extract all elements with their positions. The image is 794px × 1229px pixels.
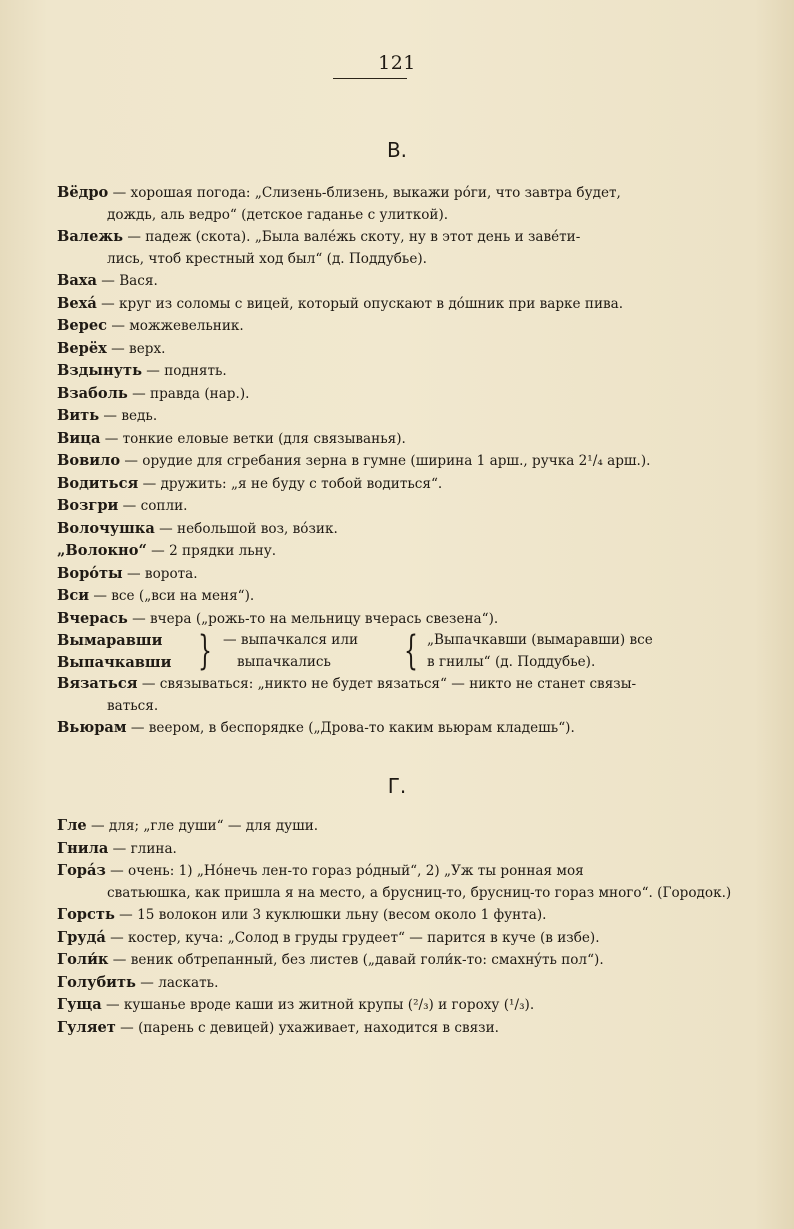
entry: Валежь — падеж (скота). „Была валéжь скоту, ну в этот день и завéти-	[57, 228, 581, 245]
entry: Ваха — Вася.	[57, 272, 158, 289]
entry: Взаболь — правда (нар.).	[57, 384, 250, 402]
entry: Ворόты — ворота.	[57, 564, 198, 582]
group-definition: выпачкались	[237, 653, 331, 670]
entry-continuation: дождь, аль ведро“ (детское гаданье с улиткой).	[107, 206, 449, 223]
entry: Вица — тонкие еловые ветки (для связыванья).	[57, 429, 406, 447]
entry: Возгри — сопли.	[57, 497, 188, 514]
entry: „Волокно“ — 2 прядки льну.	[57, 542, 277, 559]
entry: Волочушка — небольшой воз, вόзик.	[57, 519, 338, 537]
entry: Горáз — очень: 1) „Нόнечь лен-то гораз рόдный“, 2) „Уж ты ронная моя	[57, 862, 584, 879]
entry-continuation: сватьюшка, как пришла я на место, а брусниц-то, брусниц-то гораз много“. (Городок.)	[107, 884, 732, 901]
entry: Верёх — верх.	[57, 339, 166, 357]
entry-continuation: ваться.	[107, 697, 159, 714]
group-definition: — выпачкался или	[223, 632, 359, 648]
group-headword: Вымаравши	[57, 632, 163, 649]
entry: Верес — можжевельник.	[57, 317, 244, 334]
page-number-rule	[333, 78, 407, 79]
grouped-entry	[57, 630, 747, 673]
entry: Гуща — кушанье вроде каши из житной крупы (²/₃) и гороху (¹/₃).	[57, 996, 535, 1013]
entry: Гле — для; „гле души“ — для души.	[57, 817, 319, 834]
entry: Вёдро — хорошая погода: „Слизень-близень, выкажи рόги, что завтра будет,	[57, 184, 621, 201]
entry: Водиться — дружить: „я не буду с тобой водиться“.	[57, 474, 443, 492]
entries-g	[57, 815, 747, 1039]
entry-continuation: лись, чтоб крестный ход был“ (д. Поддубье).	[107, 250, 427, 267]
page-number: 121	[378, 52, 416, 74]
entries-v	[57, 182, 747, 740]
entry: Вовило — орудие для сгребания зерна в гумне (ширина 1 арш., ручка 2¹/₄ арш.).	[57, 452, 651, 469]
entry: Вехá — круг из соломы с вицей, который опускают в дόшник при варке пива.	[57, 294, 624, 312]
entry: Гуляет — (парень с девицей) ухаживает, находится в связи.	[57, 1018, 499, 1036]
left-brace: {	[403, 628, 418, 674]
entry: Вси — все („вси на меня“).	[57, 587, 255, 604]
right-brace: }	[197, 628, 212, 674]
entry: Вить — ведь.	[57, 407, 158, 424]
section-heading-v: В.	[386, 138, 408, 162]
entry: Голи́к — веник обтрепанный, без листев („давай голи́к-то: смахнýть пол“).	[57, 951, 604, 968]
entry: Вьюрам — веером, в беспорядке („Дрова-то каким вьюрам кладешь“).	[57, 719, 575, 736]
entry: Гнила — глина.	[57, 839, 177, 857]
entry: Вчерась — вчера („рожь-то на мельницу вчерась свезена“).	[57, 609, 499, 627]
entry: Вязаться — связываться: „никто не будет вязаться“ — никто не станет связы-	[57, 675, 637, 692]
group-headword: Выпачкавши	[57, 653, 172, 671]
section-heading-g: Г.	[387, 774, 407, 798]
entry: Голубить — ласкать.	[57, 973, 219, 991]
entry: Горсть — 15 волокон или 3 куклюшки льну (весом около 1 фунта).	[57, 906, 547, 923]
group-example: „Выпачкавши (вымаравши) все	[427, 632, 653, 648]
entry: Вздынуть — поднять.	[57, 362, 227, 379]
group-example: в гнилы“ (д. Поддубье).	[427, 653, 596, 670]
entry: Грудá — костер, куча: „Солод в груды грудеет“ — парится в куче (в избе).	[57, 928, 600, 946]
